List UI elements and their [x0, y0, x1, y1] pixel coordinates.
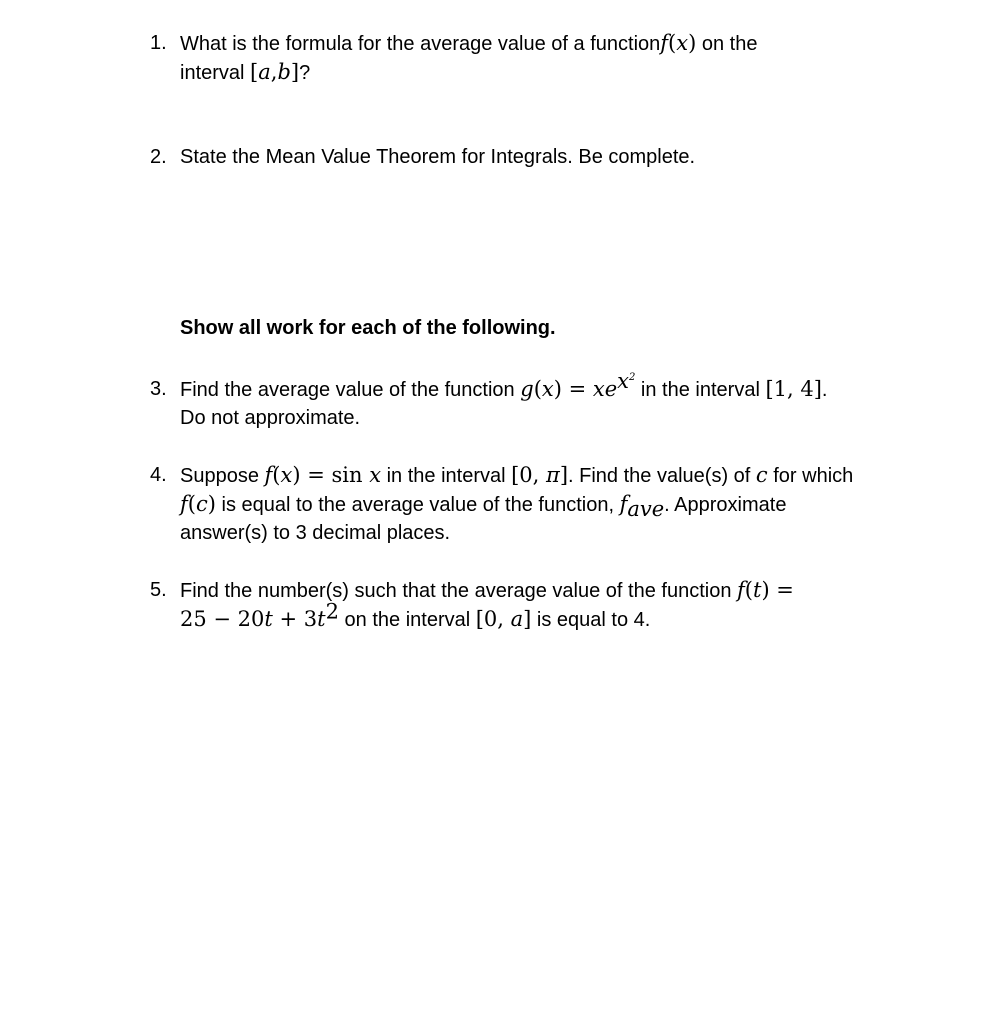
question-4-text: . Find the value(s) of — [568, 465, 756, 487]
math-t: t — [752, 578, 762, 602]
math-x: x — [541, 377, 554, 401]
math-polynomial: + 3 — [272, 607, 318, 631]
question-3-line-2: Do not approximate. — [180, 407, 361, 429]
question-1-number: 1. — [150, 32, 167, 54]
question-4-text: . Approximate — [664, 494, 787, 516]
question-4-line-3: answer(s) to 3 decimal places. — [180, 522, 451, 544]
question-3-text: in the interval — [635, 379, 766, 401]
math-pi: π — [546, 463, 560, 487]
question-2-text: State the Mean Value Theorem for Integrals. Be complete. — [180, 146, 696, 168]
math-a: a — [510, 607, 524, 631]
math-paren: ( — [272, 463, 281, 487]
math-interval: ] — [559, 463, 569, 487]
math-x: x — [676, 31, 689, 55]
question-5-line-2 — [180, 599, 651, 633]
math-polynomial: 25 − 20 — [180, 607, 265, 631]
question-1-text: ? — [299, 62, 311, 84]
math-subscript-ave: ave — [627, 497, 665, 521]
math-b: b — [277, 60, 291, 84]
question-1-line-1 — [180, 30, 757, 57]
question-4-text: Suppose — [180, 465, 265, 487]
question-2-number: 2. — [150, 146, 167, 168]
math-comma: , — [270, 60, 278, 84]
math-paren: ( — [668, 31, 677, 55]
question-3-text: . — [821, 379, 828, 401]
math-c: c — [195, 492, 208, 516]
question-3-line-1 — [180, 369, 828, 403]
math-paren: ( — [744, 578, 753, 602]
math-f: f — [737, 578, 745, 602]
question-1-text: on the — [696, 33, 758, 55]
question-5-text: on the interval — [338, 609, 476, 631]
question-5-number: 5. — [150, 579, 167, 601]
question-3-text: Find the average value of the function — [180, 379, 521, 401]
math-x: x — [369, 463, 382, 487]
math-xe: xe — [592, 377, 618, 401]
math-f: f — [264, 463, 273, 487]
math-paren: ( — [187, 492, 196, 516]
question-4-text: in the interval — [381, 465, 512, 487]
math-paren: ( — [533, 377, 542, 401]
math-exponent — [617, 369, 635, 393]
question-1-line-2 — [180, 59, 310, 86]
math-c: c — [755, 463, 768, 487]
math-interval: [0, — [511, 463, 547, 487]
math-f: f — [660, 31, 669, 55]
math-t: t — [317, 607, 326, 631]
math-bracket: [ — [250, 60, 259, 84]
math-interval: [1, 4] — [765, 377, 822, 401]
math-interval: ] — [523, 607, 532, 631]
math-f: f — [180, 492, 188, 516]
math-g: g — [520, 377, 534, 401]
question-5-line-1 — [180, 577, 794, 604]
exponent-2: 2 — [629, 372, 636, 384]
math-f-ave: f — [619, 492, 628, 516]
math-x: x — [280, 463, 293, 487]
instruction-heading: Show all work for each of the following. — [180, 317, 556, 339]
question-4-text: is equal to the average value of the function, — [215, 494, 620, 516]
math-sin: ) = sin — [292, 463, 370, 487]
question-1-text: What is the formula for the average value of a function — [180, 33, 661, 55]
question-3-number: 3. — [150, 378, 167, 400]
question-4-text: for which — [767, 465, 854, 487]
math-bracket: ] — [290, 60, 300, 84]
math-paren: ) — [207, 492, 216, 516]
question-4-number: 4. — [150, 464, 167, 486]
math-paren: ) — [688, 31, 697, 55]
math-equals: ) = — [761, 578, 794, 602]
question-5-text: Find the number(s) such that the average value of the function — [180, 580, 737, 602]
question-5-text: is equal to 4. — [531, 609, 651, 631]
question-4-line-1 — [180, 462, 853, 489]
question-1-text: interval — [180, 62, 251, 84]
math-t: t — [264, 607, 273, 631]
question-4-line-2 — [180, 491, 787, 521]
math-square: 2 — [325, 599, 339, 624]
math-a: a — [258, 60, 271, 84]
math-interval: [0, — [475, 607, 511, 631]
math-equals: ) = — [553, 377, 593, 401]
exponent-x: x — [617, 369, 629, 394]
